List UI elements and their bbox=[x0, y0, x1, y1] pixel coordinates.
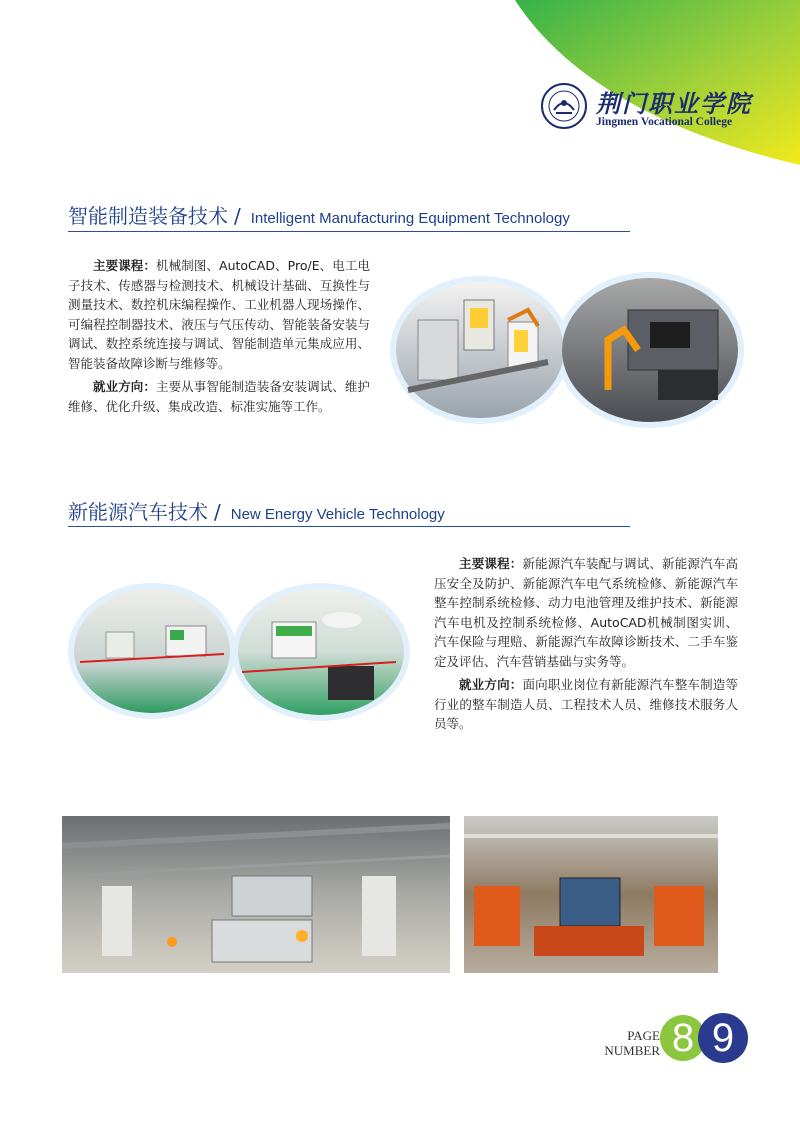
section2-courses bbox=[434, 554, 738, 671]
section2-divider bbox=[68, 526, 630, 527]
section1-courses bbox=[68, 256, 370, 373]
section1-career bbox=[68, 377, 370, 416]
section1-body bbox=[68, 256, 370, 420]
page-digit-2: 9 bbox=[711, 1016, 735, 1060]
section2-career-text: 面向职业岗位有新能源汽车整车制造等行业的整车制造人员、工程技术人员、维修技术服务人员等。 bbox=[434, 677, 738, 731]
assembly-line-photo bbox=[464, 816, 718, 973]
section1-divider bbox=[68, 231, 630, 232]
welding-line-photo bbox=[62, 816, 450, 973]
page-label-line1: PAGE bbox=[627, 1028, 660, 1043]
section1-career-text: 主要从事智能制造装备安装调试、维护维修、优化升级、集成改造、标准实施等工作。 bbox=[68, 379, 370, 414]
college-seal-icon bbox=[540, 82, 588, 130]
section1-title-cn: 智能制造装备技术 bbox=[68, 204, 228, 228]
section2-title-cn: 新能源汽车技术 bbox=[68, 500, 208, 524]
college-logo bbox=[540, 82, 760, 138]
section2-photo-pair bbox=[66, 580, 412, 722]
section2-courses-label: 主要课程： bbox=[459, 556, 523, 571]
section2-title bbox=[68, 496, 445, 525]
section2-body bbox=[434, 554, 738, 738]
section2-career bbox=[434, 675, 738, 734]
section2-courses-text: 新能源汽车装配与调试、新能源汽车高压安全及防护、新能源汽车电气系统检修、新能源汽车整车控制系统检修、动力电池管理及维护技术、新能源汽车电机及控制系统检修、AutoCAD机械制图实训、汽车保险与理赔、新能源汽车故障诊断技术、二手车鉴定及评估、汽车营销基础与实务等。 bbox=[434, 556, 738, 669]
nev-lab-photo-2 bbox=[238, 589, 404, 715]
page-label-line2: NUMBER bbox=[604, 1043, 660, 1058]
section1-courses-text: 机械制图、AutoCAD、Pro/E、电工电子技术、传感器与检测技术、机械设计基础、互换性与测量技术、数控机床编程操作、工业机器人现场操作、可编程控制器技术、液压与气压传动、智能装备安装与调试、数控系统连接与调试、智能制造单元集成应用、智能装备故障诊断与维修等。 bbox=[68, 258, 370, 371]
section1-title-separator: / bbox=[234, 204, 241, 228]
robot-lab-photo-2 bbox=[562, 278, 738, 422]
page-digit-1: 8 bbox=[671, 1016, 695, 1060]
page-number-label bbox=[590, 1028, 660, 1058]
logo-chinese-name: 荆门职业学院 bbox=[596, 89, 752, 118]
section2-title-separator: / bbox=[214, 500, 221, 524]
page-digit-2-badge bbox=[698, 1013, 748, 1063]
section2-career-label: 就业方向： bbox=[459, 677, 523, 692]
section1-courses-label: 主要课程： bbox=[93, 258, 157, 273]
section2-title-en: New Energy Vehicle Technology bbox=[230, 506, 445, 523]
section1-career-label: 就业方向： bbox=[93, 379, 156, 394]
section1-title-en: Intelligent Manufacturing Equipment Technology bbox=[250, 210, 570, 227]
nev-lab-photo-1 bbox=[74, 589, 230, 713]
section1-photo-pair bbox=[388, 270, 748, 430]
logo-english-name: Jingmen Vocational College bbox=[596, 116, 733, 128]
robot-lab-photo-1 bbox=[396, 282, 564, 418]
section1-title bbox=[68, 200, 570, 229]
